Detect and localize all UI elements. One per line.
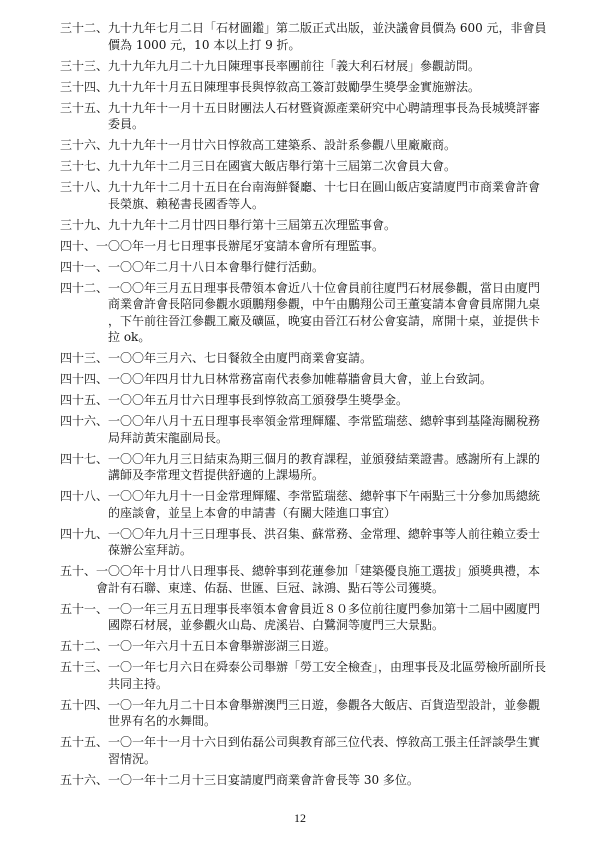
item-text: 九十九年十月五日陳理事長與惇敘高工簽訂鼓勵學生獎學金實施辦法。 (108, 79, 481, 94)
list-item (60, 280, 548, 346)
item-text: 九十九年十二月三日在國賓大飯店舉行第十三屆第二次會員大會。 (108, 159, 457, 173)
list-item (60, 772, 548, 789)
list-item (60, 179, 548, 212)
item-text: 九十九年十一月十五日財團法人石材暨資源產業研究中心聘請理事長為長城獎評審委員。 (108, 100, 541, 131)
item-text: 一〇〇年九月十一日金常理輝耀、李常監瑞慈、總幹事下午兩點三十分參加馬總統的座談會，並呈上本會的申請書（有關大陸進口事宜） (108, 489, 541, 520)
item-number: 三十九、 (60, 217, 109, 232)
list-item (60, 563, 548, 596)
item-number: 五十一、 (60, 601, 109, 616)
list-item (60, 601, 548, 634)
item-number: 五十六、 (60, 772, 109, 787)
item-text: 一〇一年六月十五日本會舉辦澎湖三日遊。 (108, 639, 337, 653)
item-text: 一〇〇年三月五日理事長帶領本會近八十位會員前往廈門石材展參觀，當日由廈門商業會許會長陪同參觀水頭鵬翔參觀，中午由鵬翔公司王董宴請本會會員席開九桌，下午前往晉江參觀工廠及礦區，晚宴由晉江石材公會宴請，席開十桌，並提供卡拉 ok。 (108, 280, 541, 344)
item-text: 一〇〇年十月廿八日理事長、總幹事到花蓮參加「建築優良施工選拔」頒獎典禮，本會計有石聯、東達、佑磊、世匯、巨冠、詠鴻、點石等公司獲獎。 (96, 564, 541, 595)
list-item (60, 488, 548, 521)
item-text: 九十九年十二月十五日在台南海鮮餐廳、十七日在圓山飯店宴請廈門市商業會許會長榮旗、賴秘書長國香等人。 (108, 180, 541, 211)
item-text: 九十九年九月二十九日陳理事長率團前往「義大利石材展」參觀訪問。 (108, 58, 481, 73)
item-text: 一〇〇年一月七日理事長辦尾牙宴請本會所有理監事。 (96, 238, 385, 253)
page-number: 12 (294, 811, 306, 825)
list-item (60, 137, 548, 154)
item-number: 五十三、 (60, 660, 109, 674)
item-number: 五十二、 (60, 639, 109, 653)
item-number: 三十五、 (60, 100, 109, 115)
item-number: 四十五、 (60, 393, 109, 407)
list-item (60, 79, 548, 96)
item-number: 五十、 (60, 564, 97, 578)
item-text: 一〇一年九月二十日本會舉辦澳門三日遊，參觀各大飯店、百貨造型設計，並參觀世界有名的水舞間。 (108, 697, 541, 728)
list-item (60, 158, 548, 175)
item-number: 三十八、 (60, 180, 109, 194)
list-item (60, 413, 548, 446)
item-number: 五十四、 (60, 697, 109, 712)
item-text: 一〇〇年四月廿九日林常務富南代表參加帷幕牆會員大會，並上台致詞。 (108, 372, 493, 386)
item-number: 三十七、 (60, 159, 109, 173)
list-item (60, 697, 548, 730)
item-number: 三十三、 (60, 58, 109, 73)
list-item (60, 217, 548, 234)
list-item (60, 58, 548, 75)
item-number: 五十五、 (60, 735, 109, 749)
item-number: 四十八、 (60, 489, 109, 503)
list-item (60, 526, 548, 559)
item-number: 四十六、 (60, 414, 109, 428)
item-text: 一〇一年七月六日在舜泰公司舉辦「勞工安全檢查」，由理事長及北區勞檢所副所長共同主持。 (108, 660, 547, 691)
item-number: 四十二、 (60, 280, 109, 295)
item-text: 九十九年十一月廿六日惇敘高工建築系、設計系參觀八里廠廠商。 (108, 138, 457, 152)
list-item (60, 638, 548, 655)
item-text: 一〇〇年九月三日結束為期三個月的教育課程，並頒發結業證書。感謝所有上課的講師及李常理文哲提供舒適的上課場所。 (108, 451, 541, 482)
event-list (60, 20, 548, 793)
item-text: 一〇〇年八月十五日理事長率領金常理輝耀、李常監瑞慈、總幹事到基隆海關稅務局拜訪黃宋龍副局長。 (108, 414, 541, 445)
item-text: 一〇〇年五月廿六日理事長到惇敘高工頒發學生獎學金。 (108, 393, 409, 407)
item-number: 四十、 (60, 238, 97, 253)
item-number: 四十九、 (60, 526, 109, 541)
item-text: 一〇〇年二月十八日本會舉行健行活動。 (108, 259, 325, 274)
list-item (60, 20, 548, 53)
item-number: 四十七、 (60, 451, 109, 466)
item-text: 九十九年七月二日「石材圖鑑」第二版正式出版，並決議會員價為 600 元，非會員價為 1000 元，10 本以上打 9 折。 (108, 21, 547, 52)
list-item (60, 259, 548, 276)
item-text: 一〇一年十二月十三日宴請廈門商業會許會長等 30 多位。 (108, 772, 419, 787)
list-item (60, 392, 548, 409)
item-text: 一〇〇年九月十三日理事長、洪召集、蘇常務、金常理、總幹事等人前往賴立委士葆辦公室拜訪。 (108, 526, 541, 557)
item-number: 三十六、 (60, 138, 109, 152)
list-item (60, 451, 548, 484)
item-number: 四十一、 (60, 259, 109, 274)
item-number: 三十二、 (60, 21, 109, 35)
item-number: 四十三、 (60, 351, 109, 365)
list-item (60, 734, 548, 767)
item-number: 四十四、 (60, 372, 109, 386)
list-item (60, 100, 548, 133)
item-number: 三十四、 (60, 79, 109, 94)
item-text: 一〇一年三月五日理事長率領本會會員近８０多位前往廈門參加第十二屆中國廈門國際石材展，並參觀火山島、虎溪岩、白鷺洞等廈門三大景點。 (108, 601, 541, 632)
list-item (60, 659, 548, 692)
item-text: 一〇〇年三月六、七日餐敘全由廈門商業會宴請。 (108, 351, 373, 365)
item-text: 一〇一年十一月十六日到佑磊公司與教育部三位代表、惇敘高工張主任評談學生實習情況。 (108, 735, 541, 766)
list-item (60, 371, 548, 388)
item-text: 九十九年十二月廿四日舉行第十三屆第五次理監事會。 (108, 217, 397, 232)
list-item (60, 238, 548, 255)
list-item (60, 350, 548, 367)
